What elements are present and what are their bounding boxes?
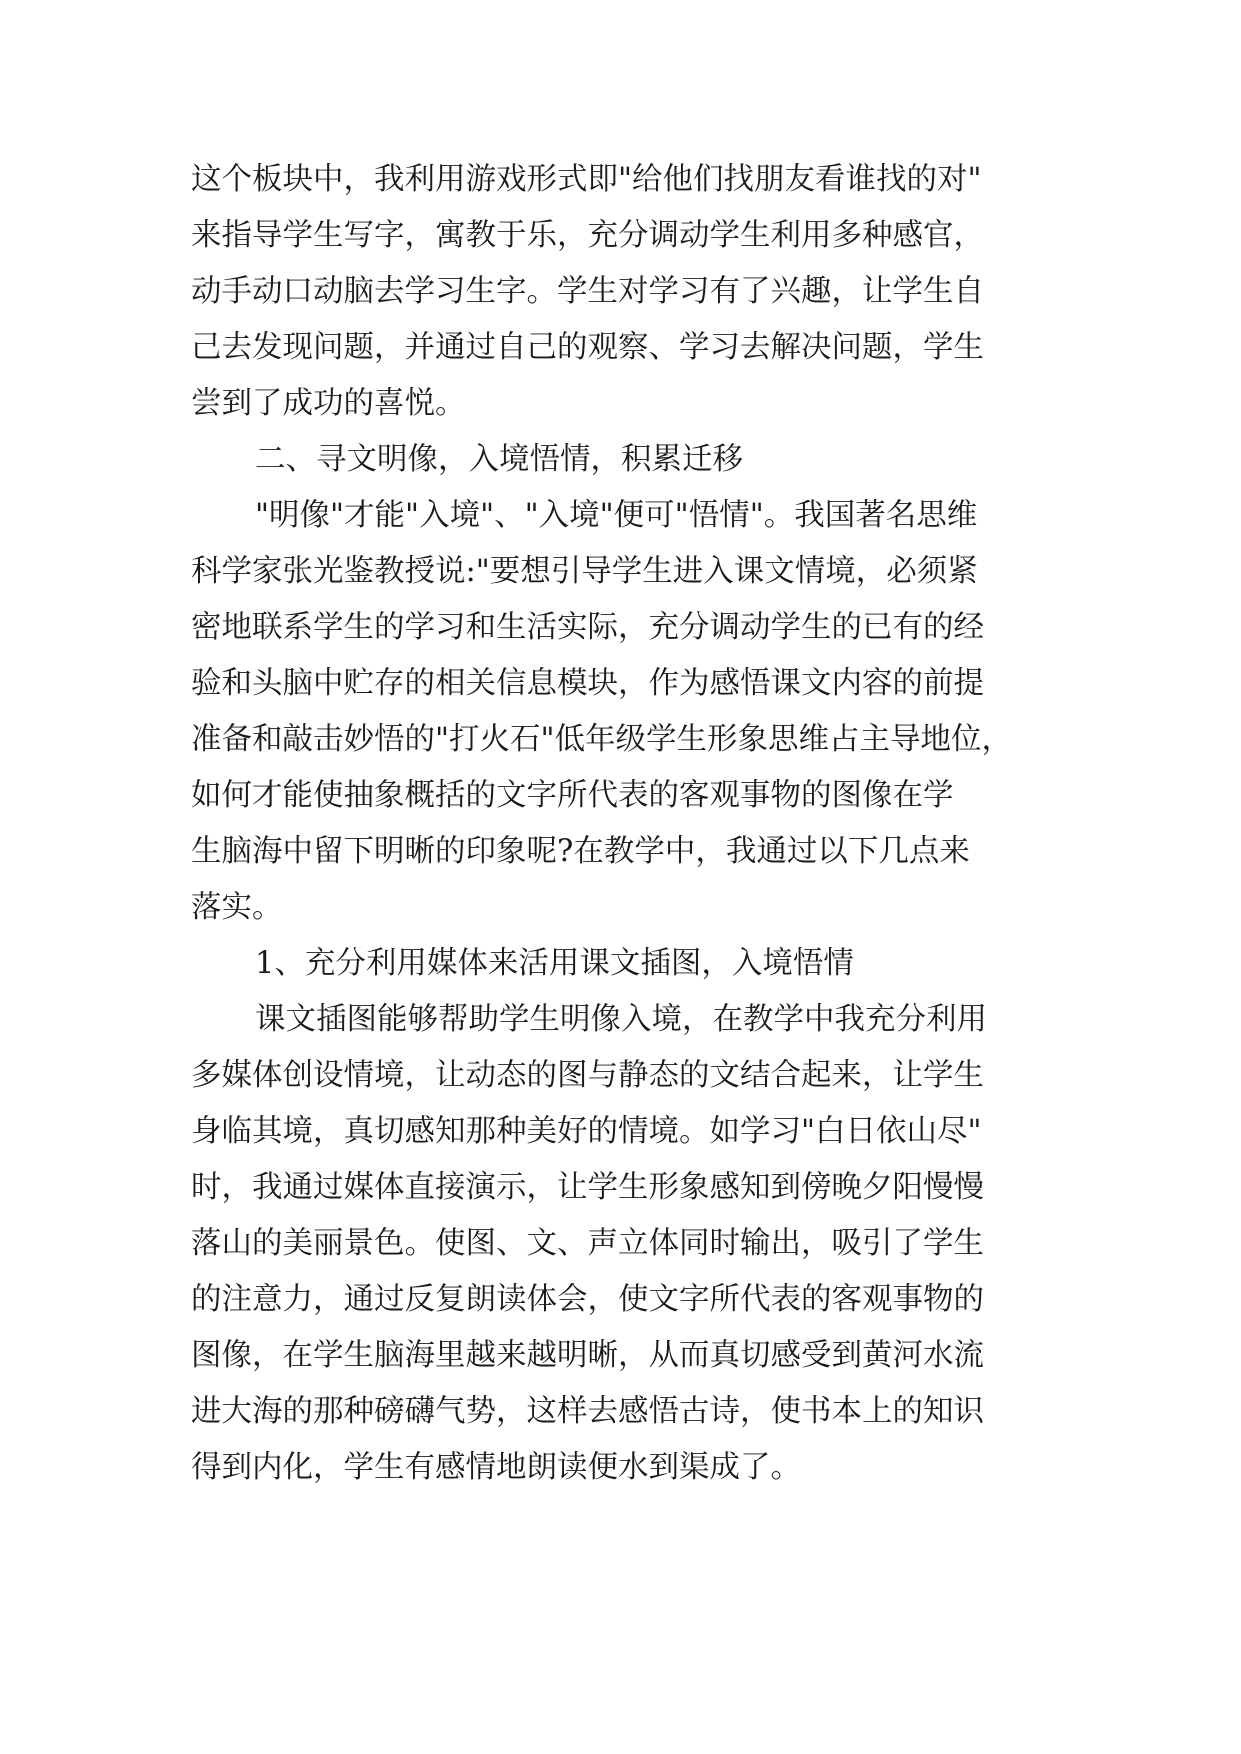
subsection-heading: 1、充分利用媒体来活用课文插图，入境悟情: [255, 946, 854, 981]
paragraph-line: 时，我通过媒体直接演示，让学生形象感知到傍晚夕阳慢慢: [191, 1170, 984, 1205]
paragraph-line: 验和头脑中贮存的相关信息模块，作为感悟课文内容的前提: [191, 666, 984, 701]
paragraph-line: 密地联系学生的学习和生活实际，充分调动学生的已有的经: [191, 610, 984, 645]
paragraph-line: 落山的美丽景色。使图、文、声立体同时输出，吸引了学生: [191, 1226, 984, 1261]
paragraph-line: 准备和敲击妙悟的"打火石"低年级学生形象思维占主导地位，: [191, 722, 1013, 757]
paragraph-line: 落实。: [191, 890, 283, 925]
paragraph-line: 科学家张光鉴教授说:"要想引导学生进入课文情境，必须紧: [191, 554, 978, 589]
paragraph-line: 多媒体创设情境，让动态的图与静态的文结合起来，让学生: [191, 1058, 984, 1093]
paragraph-line: "明像"才能"入境"、"入境"便可"悟情"。我国著名思维: [255, 498, 978, 533]
paragraph-line: 得到内化，学生有感情地朗读便水到渠成了。: [191, 1450, 801, 1485]
paragraph-line: 己去发现问题，并通过自己的观察、学习去解决问题，学生: [191, 330, 984, 365]
paragraph-line: 的注意力，通过反复朗读体会，使文字所代表的客观事物的: [191, 1282, 984, 1317]
paragraph-line: 尝到了成功的喜悦。: [191, 386, 466, 421]
paragraph-line: 如何才能使抽象概括的文字所代表的客观事物的图像在学: [191, 778, 954, 813]
paragraph-line: 课文插图能够帮助学生明像入境，在教学中我充分利用: [255, 1002, 987, 1037]
paragraph-line: 来指导学生写字，寓教于乐，充分调动学生利用多种感官，: [191, 218, 984, 253]
paragraph-line: 图像，在学生脑海里越来越明晰，从而真切感受到黄河水流: [191, 1338, 984, 1373]
paragraph-line: 进大海的那种磅礴气势，这样去感悟古诗，使书本上的知识: [191, 1394, 984, 1429]
paragraph-line: 这个板块中，我利用游戏形式即"给他们找朋友看谁找的对": [191, 162, 982, 197]
section-heading: 二、寻文明像，入境悟情，积累迁移: [255, 442, 743, 477]
paragraph-line: 身临其境，真切感知那种美好的情境。如学习"白日依山尽": [191, 1114, 982, 1149]
paragraph-line: 生脑海中留下明晰的印象呢?在教学中，我通过以下几点来: [191, 834, 970, 869]
paragraph-line: 动手动口动脑去学习生字。学生对学习有了兴趣，让学生自: [191, 274, 984, 309]
